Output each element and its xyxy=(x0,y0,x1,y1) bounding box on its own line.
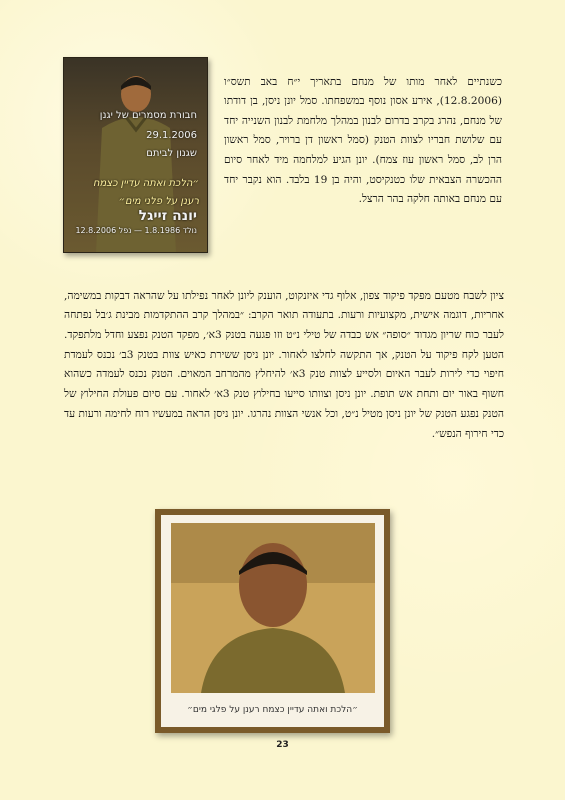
poster-caption-line-1: חבורת מסמרים של יגנן xyxy=(99,110,197,121)
framed-portrait-photo xyxy=(155,509,390,733)
page-number: 23 xyxy=(276,740,289,750)
paragraph-main: ציון לשבח מטעם מפקד פיקוד צפון, אלוף גדי איזנקוט, הוענק ליונן לאחר נפילתו על שהראה דבקות במשימה, אחריות, דוגמה אישית, מקצועיות ורעות. בתעודה תואר הקרב: ״במהלך קרב ההתקדמות מבינת ג׳בל נפתחה לעבר כוח שריון מגדוד ״סופה״ אש כבדה של טילי נ״ט וזו פגעה בטנק 3א׳, מפקד הטנק נפצע וחדל מלתפקד. הטען לקח פיקוד על הטנק, אך התקשה לחלצו לאחור. יונן ניסן ששירת כאיש צוות בטנק 3ב׳ נכנס לעמדת חיפוי כדי לירות לעבר האיום ולסייע לצוות טנק 3א׳ להיחלץ מהמרחב המאוים. הטנק נכנס לעמדה כשהוא חשוף באור יום ותחת אש תופת. יונן ניסן וצוותו סייעו בחילוץ טנק 3א׳ לאחור. עם סיום פעולת החילוץ של הטנק נפגע הטנק של יונן ניסן מטיל נ״ט, וכל אנשי הצוות נהרגו. יונן ניסן הראה במעשיו רוח לחימה ורעות עד כדי חירוף הנפש״. xyxy=(64,289,504,440)
portrait-image-graphic xyxy=(171,523,375,693)
soldier-poster-photo xyxy=(63,57,208,253)
portrait-mat xyxy=(161,515,384,727)
poster-name: יונה זייגל xyxy=(138,208,197,224)
poster-caption-line-2: 29.1.2006 xyxy=(146,130,197,141)
poster-handwriting-line-1: ״הלכת ואתה עדיין כצמח xyxy=(92,178,199,189)
poster-dates: נולד 1.8.1986 — נפל 12.8.2006 xyxy=(75,226,197,235)
poster-caption-line-3: שגנון לביתם xyxy=(146,148,197,159)
portrait-quote: ״הלכת ואתה עדיין כצמח רענן על פלגי מים״ xyxy=(187,705,358,715)
poster-handwriting-line-2: רענן על פלני מים״ xyxy=(118,196,199,207)
paragraph-top: כשנתיים לאחר מותו של מנחם בתאריך י״ח באב תשס״ו (12.8.2006), אירע אסון נוסף במשפחתו. סמל יונן ניסן, בן דודתו של מנחם, נהרג בקרב בדרום לבנון במהלך מלחמת לבנון השנייה יחד עם שלושת חבריו לצוות הטנק (סמל ראשון דן ברויר, סמל ראשון הרן לב, סמל ראשון עוז צמח). יונן הגיע למלחמה מיד לאחר סיום ההכשרה הצבאית שלו כטנקיסט, והיה בן 19 בלבד. הוא נקבר יחד עם מנחם באותה חלקה בהר הרצל. xyxy=(224,75,503,206)
